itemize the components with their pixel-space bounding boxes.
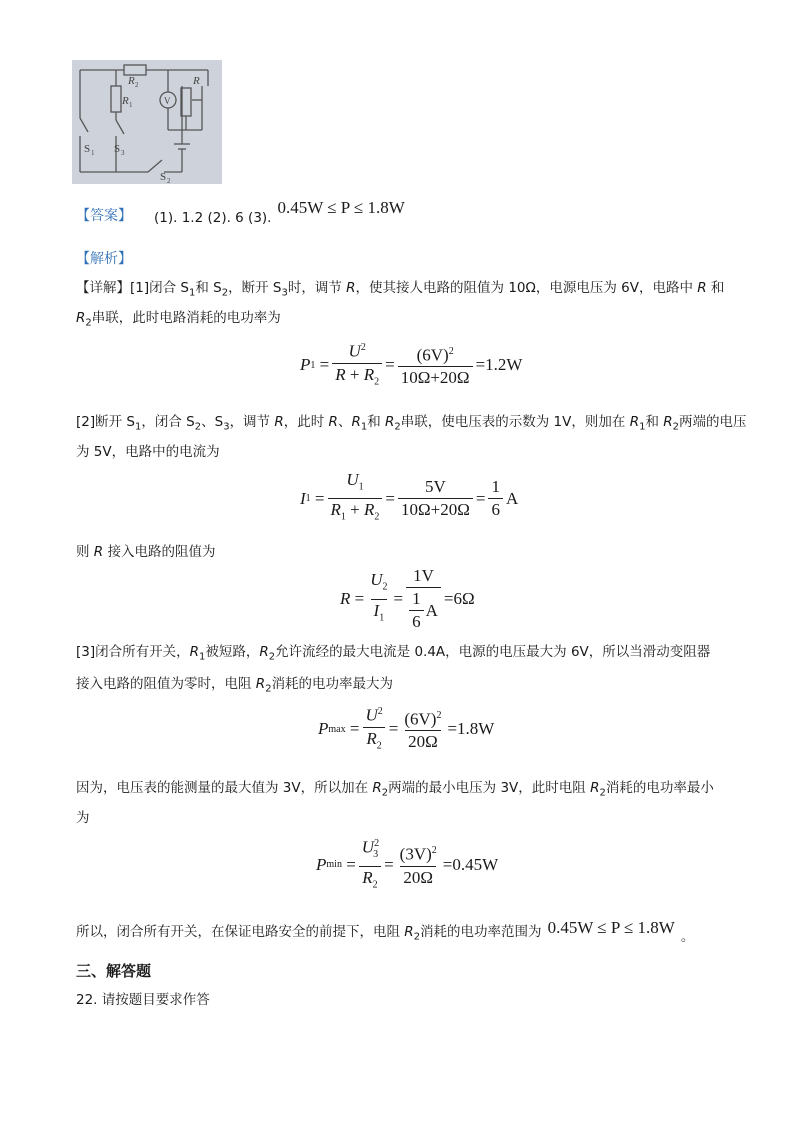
detail-line-1: 【详解】[1]闭合 $S_1$和 $S_2$，断开 $S_3$时，调节 R，使其接人电路的阻值为 10Ω，电源电压为 6V，电路中 R 和 — [76, 280, 725, 299]
label-r: R — [193, 75, 200, 87]
question-22: 22. 请按题目要求作答 — [76, 992, 210, 1008]
fraction: $\frac{(6V)^2}{10\Omega+20\Omega}$ — [398, 342, 473, 389]
fraction: $\frac{U^2_3}{R_2}$ — [359, 834, 381, 895]
para6: 所以，闭合所有开关，在保证电路安全的前提下，电阻 $R_2$消耗的电功率范围为 0.45W ≤ P ≤ 1.8W 。 — [76, 917, 695, 945]
fraction: $\frac{(6V)^2}{20\Omega}$ — [404, 709, 442, 752]
answer-line — [76, 198, 405, 228]
label-voltmeter: V — [164, 96, 171, 106]
para2-line-2: 为 5V，电路中的电流为 — [76, 444, 220, 460]
label-s1: S — [84, 143, 91, 155]
equation-pmin: P min = $\frac{U^2_3}{R_2}$ = $\frac{(3V)^2}{20\Omega}$ =0.45W — [316, 834, 498, 895]
fraction: $\frac{U^2}{R_2}$ — [362, 702, 385, 756]
analysis-tag: 【解析】 — [76, 251, 132, 267]
svg-text:2: 2 — [167, 177, 171, 184]
label-r1: R — [122, 95, 129, 107]
range-formula: 0.45W ≤ P ≤ 1.8W — [547, 917, 675, 937]
answer-formula: 0.45W ≤ P ≤ 1.8W — [277, 198, 405, 217]
para2-line-1: [2]断开 $S_1$，闭合 $S_2$、$S_3$，调节 R，此时 R、$R_1$和 $R_2$串联，使电压表的示数为 1V，则加在 $R_1$和 $R_2$两端的电压 — [76, 414, 747, 433]
fraction: $\frac{(3V)^2}{20\Omega}$ — [399, 845, 437, 888]
fraction: $\frac{U^2}{R + R_2}$ — [332, 338, 382, 392]
para3: 则 R 接入电路的阻值为 — [76, 544, 216, 560]
label-s3: S — [114, 143, 121, 155]
answer-tag: 【答案】 — [76, 208, 132, 224]
label-s2: S — [160, 171, 167, 183]
svg-text:1: 1 — [129, 101, 133, 109]
circuit-diagram — [72, 60, 222, 184]
section-title: 三、解答题 — [76, 962, 152, 980]
label-r2: R — [128, 75, 135, 87]
svg-text:3: 3 — [121, 149, 125, 157]
equation-p1: P 1 = $\frac{U^2}{R + R_2}$ = $\frac{(6V)^2}{10\Omega+20\Omega}$ =1.2W — [300, 338, 522, 392]
fraction: $\frac{5V}{10\Omega+20\Omega}$ — [398, 477, 473, 520]
answer-parts: (1). 1.2 (2). 6 (3). — [154, 210, 272, 226]
fraction: $\frac{U_1}{R_1 + R_2}$ — [328, 470, 383, 528]
fraction: 1V $\frac{1}{6}$ A — [406, 566, 441, 632]
para4-line-2: 接入电路的阻值为零时，电阻 $R_2$消耗的电功率最大为 — [76, 676, 394, 695]
equation-r: R = $\frac{U_2}{I_1}$ = 1V $\frac{1}{6}$ A =6Ω — [340, 566, 475, 631]
svg-text:1: 1 — [91, 149, 95, 157]
svg-text:2: 2 — [135, 81, 139, 89]
circuit-figure — [72, 60, 222, 184]
equation-pmax: P max = $\frac{U^2}{R_2}$ = $\frac{(6V)^2}{20\Omega}$ =1.8W — [318, 702, 494, 756]
para5-line-2: 为 — [76, 810, 90, 826]
detail-line-2: $R_2$串联，此时电路消耗的电功率为 — [76, 310, 281, 329]
para4-line-1: [3]闭合所有开关，$R_1$被短路，$R_2$允许流经的最大电流是 0.4A，电源的电压最大为 6V，所以当滑动变阻器 — [76, 644, 711, 663]
fraction: $\frac{1}{6}$ — [488, 477, 503, 520]
equation-i1: I 1 = $\frac{U_1}{R_1 + R_2}$ = $\frac{5V}{10\Omega+20\Omega}$ = $\frac{1}{6}$ A — [300, 470, 518, 528]
para5-line-1: 因为，电压表的能测量的最大值为 3V，所以加在 $R_2$两端的最小电压为 3V，此时电阻 $R_2$消耗的电功率最小 — [76, 780, 714, 799]
fraction: $\frac{U_2}{I_1}$ — [367, 570, 390, 628]
